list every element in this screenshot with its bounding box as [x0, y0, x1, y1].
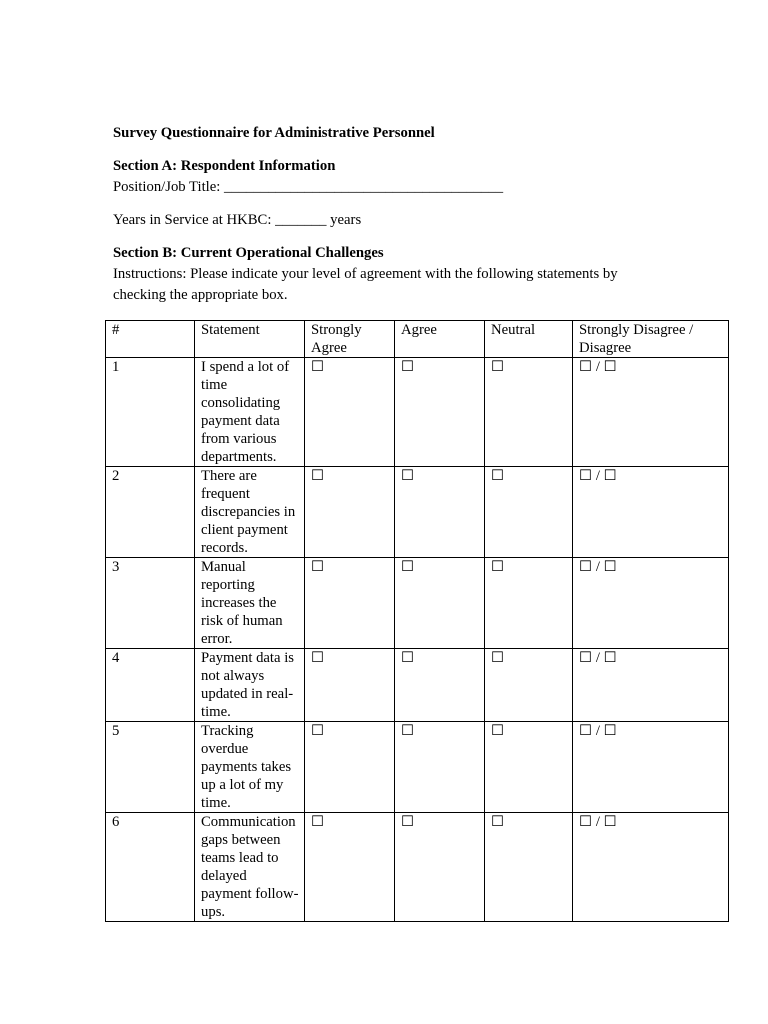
- neutral-checkbox[interactable]: ☐: [491, 650, 505, 666]
- row-statement-cell: [195, 358, 305, 467]
- years-in-service-field: Years in Service at HKBC: _______ years: [113, 212, 362, 228]
- disagree-checkbox-pair[interactable]: ☐ / ☐: [579, 559, 617, 575]
- row-number: 4: [112, 650, 120, 666]
- header-agree: Agree: [395, 321, 485, 358]
- neutral-checkbox[interactable]: ☐: [491, 559, 505, 575]
- row-statement: Communication gaps between teams lead to delayed payment follow-ups.: [201, 814, 299, 920]
- agree-checkbox[interactable]: ☐: [401, 814, 415, 830]
- strongly-agree-checkbox[interactable]: ☐: [311, 559, 325, 575]
- row-number-cell: [106, 467, 195, 558]
- neutral-checkbox[interactable]: ☐: [491, 359, 505, 375]
- section-b-instructions: Instructions: Please indicate your level of agreement with the following statements by checking the appropriate box.: [113, 266, 618, 303]
- row-number: 5: [112, 723, 120, 739]
- row-number: 3: [112, 559, 120, 575]
- agree-checkbox-cell: [395, 813, 485, 922]
- section-b-heading: Section B: Current Operational Challenges: [113, 245, 384, 261]
- disagree-checkbox-pair[interactable]: ☐ / ☐: [579, 814, 617, 830]
- row-statement-cell: [195, 813, 305, 922]
- position-job-title-field: Position/Job Title: ______________________________________: [113, 179, 504, 195]
- row-number-cell: [106, 358, 195, 467]
- table-row: [106, 722, 729, 813]
- header-statement: Statement: [195, 321, 305, 358]
- neutral-checkbox-cell: [485, 467, 573, 558]
- agree-checkbox[interactable]: ☐: [401, 650, 415, 666]
- neutral-checkbox[interactable]: ☐: [491, 723, 505, 739]
- disagree-checkbox-pair-cell: [573, 722, 729, 813]
- table-row: [106, 358, 729, 467]
- row-statement: I spend a lot of time consolidating payment data from various departments.: [201, 359, 290, 465]
- row-number: 6: [112, 814, 120, 830]
- table-row: [106, 813, 729, 922]
- strongly-agree-checkbox[interactable]: ☐: [311, 650, 325, 666]
- table-row: [106, 467, 729, 558]
- neutral-checkbox[interactable]: ☐: [491, 814, 505, 830]
- strongly-agree-checkbox-cell: [305, 722, 395, 813]
- strongly-agree-checkbox-cell: [305, 558, 395, 649]
- row-number-cell: [106, 558, 195, 649]
- survey-table-body: [106, 358, 729, 922]
- row-statement-cell: [195, 649, 305, 722]
- neutral-checkbox-cell: [485, 813, 573, 922]
- row-statement-cell: [195, 558, 305, 649]
- strongly-agree-checkbox[interactable]: ☐: [311, 814, 325, 830]
- agree-checkbox[interactable]: ☐: [401, 559, 415, 575]
- document-title: Survey Questionnaire for Administrative Personnel: [113, 125, 435, 141]
- header-strongly-disagree-disagree: Strongly Disagree / Disagree: [573, 321, 729, 358]
- strongly-agree-checkbox[interactable]: ☐: [311, 359, 325, 375]
- row-number: 1: [112, 359, 120, 375]
- strongly-agree-checkbox-cell: [305, 358, 395, 467]
- agree-checkbox[interactable]: ☐: [401, 359, 415, 375]
- disagree-checkbox-pair-cell: [573, 467, 729, 558]
- neutral-checkbox[interactable]: ☐: [491, 468, 505, 484]
- row-number: 2: [112, 468, 120, 484]
- strongly-agree-checkbox-cell: [305, 467, 395, 558]
- strongly-agree-checkbox[interactable]: ☐: [311, 723, 325, 739]
- row-statement-cell: [195, 722, 305, 813]
- table-row: [106, 558, 729, 649]
- neutral-checkbox-cell: [485, 358, 573, 467]
- agree-checkbox-cell: [395, 467, 485, 558]
- disagree-checkbox-pair-cell: [573, 558, 729, 649]
- agree-checkbox[interactable]: ☐: [401, 468, 415, 484]
- neutral-checkbox-cell: [485, 649, 573, 722]
- neutral-checkbox-cell: [485, 722, 573, 813]
- section-a-heading: Section A: Respondent Information: [113, 158, 336, 174]
- header-strongly-agree: Strongly Agree: [305, 321, 395, 358]
- header-neutral: Neutral: [485, 321, 573, 358]
- strongly-agree-checkbox[interactable]: ☐: [311, 468, 325, 484]
- strongly-agree-checkbox-cell: [305, 813, 395, 922]
- disagree-checkbox-pair[interactable]: ☐ / ☐: [579, 468, 617, 484]
- row-statement: Manual reporting increases the risk of human error.: [201, 559, 283, 647]
- disagree-checkbox-pair-cell: [573, 358, 729, 467]
- row-number-cell: [106, 813, 195, 922]
- disagree-checkbox-pair-cell: [573, 649, 729, 722]
- agree-checkbox-cell: [395, 358, 485, 467]
- header-number: #: [106, 321, 195, 358]
- row-statement: Tracking overdue payments takes up a lot of my time.: [201, 723, 292, 811]
- agree-checkbox[interactable]: ☐: [401, 723, 415, 739]
- row-statement: There are frequent discrepancies in client payment records.: [201, 468, 296, 556]
- disagree-checkbox-pair[interactable]: ☐ / ☐: [579, 359, 617, 375]
- strongly-agree-checkbox-cell: [305, 649, 395, 722]
- agree-checkbox-cell: [395, 649, 485, 722]
- disagree-checkbox-pair-cell: [573, 813, 729, 922]
- row-number-cell: [106, 722, 195, 813]
- row-statement-cell: [195, 467, 305, 558]
- row-number-cell: [106, 649, 195, 722]
- disagree-checkbox-pair[interactable]: ☐ / ☐: [579, 650, 617, 666]
- disagree-checkbox-pair[interactable]: ☐ / ☐: [579, 723, 617, 739]
- table-row: [106, 649, 729, 722]
- row-statement: Payment data is not always updated in real-time.: [201, 650, 295, 720]
- survey-table: [105, 320, 729, 922]
- table-header-row: [106, 321, 729, 358]
- agree-checkbox-cell: [395, 558, 485, 649]
- neutral-checkbox-cell: [485, 558, 573, 649]
- agree-checkbox-cell: [395, 722, 485, 813]
